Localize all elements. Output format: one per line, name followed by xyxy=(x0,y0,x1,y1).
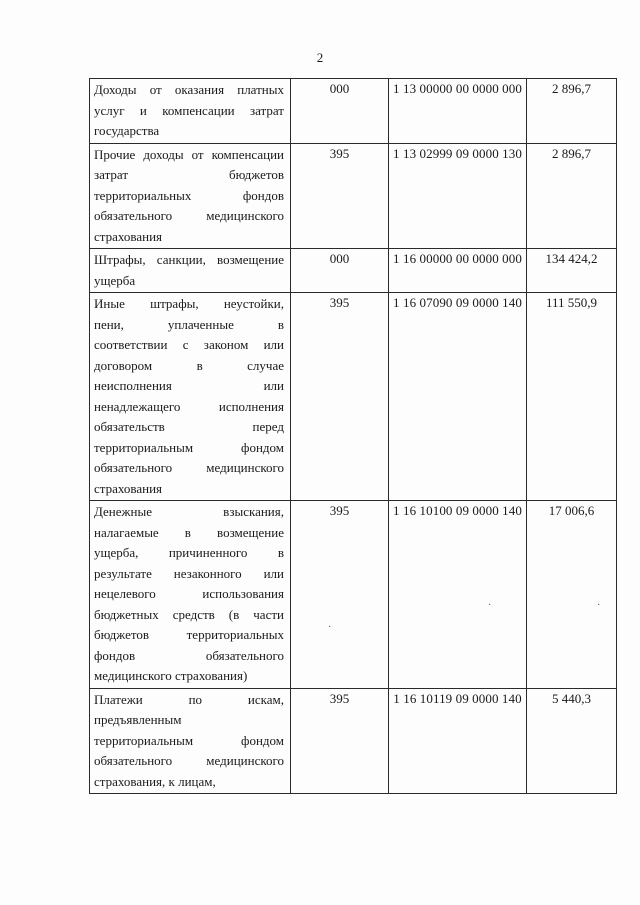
table-body xyxy=(90,79,617,794)
revenue-name-line: Денежные взыскания, xyxy=(94,504,284,519)
revenue-name-line: налагаемые в возмещение xyxy=(94,524,284,540)
revenue-name-cell xyxy=(90,293,291,501)
revenue-name-line: соответствии с законом или xyxy=(94,337,284,352)
revenue-name-line: бюджетных средств (в части xyxy=(94,606,284,622)
admin-code-cell: 000 xyxy=(291,79,389,144)
budget-classification-code-cell: 1 16 10119 09 0000 140 xyxy=(389,688,527,794)
revenue-name-line: медицинского страхования) xyxy=(94,668,248,683)
revenue-name-line: страхования, к лицам, xyxy=(94,773,216,789)
amount-cell: 17 006,6 xyxy=(527,501,617,689)
scan-speck: · xyxy=(488,600,492,611)
amount-cell: 2 896,7 xyxy=(527,143,617,249)
scan-speck: · xyxy=(328,622,332,633)
page-number: 2 xyxy=(316,50,324,65)
revenue-name-cell xyxy=(90,501,291,689)
revenue-name-line: территориальным фондом xyxy=(94,732,284,748)
table-row xyxy=(90,293,617,501)
revenue-name-cell xyxy=(90,688,291,794)
amount-cell: 5 440,3 xyxy=(527,688,617,794)
revenue-name-line: страхования xyxy=(94,480,163,496)
revenue-name-line: обязательного медицинского xyxy=(94,460,284,475)
revenue-name-line: страхования xyxy=(94,228,163,244)
budget-classification-code-cell: 1 16 07090 09 0000 140 xyxy=(389,293,527,501)
admin-code-cell: 395 xyxy=(291,293,389,501)
revenue-name-line: бюджетов территориальных xyxy=(94,627,284,642)
admin-code-cell: 395 xyxy=(291,688,389,794)
revenue-name-line: территориальных фондов xyxy=(94,187,284,203)
revenue-name-line: пени, уплаченные в xyxy=(94,316,284,332)
revenue-name-line: ущерба xyxy=(94,272,136,288)
table-row xyxy=(90,79,617,144)
revenue-name-line: неисполнения или xyxy=(94,378,284,393)
revenue-name-line: обязательного медицинского xyxy=(94,208,284,223)
revenue-name-line: государства xyxy=(94,123,160,138)
revenue-name-line: предъявленным xyxy=(94,712,182,727)
amount-cell: 111 550,9 xyxy=(527,293,617,501)
revenue-name-cell xyxy=(90,143,291,249)
admin-code-cell: 000 xyxy=(291,249,389,293)
table-row xyxy=(90,688,617,794)
revenue-name-line: Доходы от оказания платных xyxy=(94,82,284,97)
budget-classification-code-cell: 1 16 00000 00 0000 000 xyxy=(389,249,527,293)
revenue-name-line: фондов обязательного xyxy=(94,647,284,663)
table-row xyxy=(90,143,617,249)
revenue-name-cell xyxy=(90,79,291,144)
revenue-name-line: нецелевого использования xyxy=(94,586,284,601)
revenue-name-line: услуг и компенсации затрат xyxy=(94,102,284,118)
budget-classification-code-cell: 1 13 00000 00 0000 000 xyxy=(389,79,527,144)
scan-speck: · xyxy=(597,600,601,611)
amount-cell: 2 896,7 xyxy=(527,79,617,144)
revenue-name-line: Прочие доходы от компенсации xyxy=(94,146,284,162)
budget-classification-code-cell: 1 16 10100 09 0000 140 xyxy=(389,501,527,689)
revenue-table xyxy=(89,78,617,794)
revenue-name-line: Штрафы, санкции, возмещение xyxy=(94,252,284,267)
revenue-name-line: территориальным фондом xyxy=(94,439,284,455)
amount-cell: 134 424,2 xyxy=(527,249,617,293)
revenue-name-line: Иные штрафы, неустойки, xyxy=(94,296,284,311)
table-row xyxy=(90,501,617,689)
revenue-name-line: договором в случае xyxy=(94,357,284,373)
revenue-name-cell xyxy=(90,249,291,293)
revenue-name-line: ненадлежащего исполнения xyxy=(94,398,284,414)
budget-classification-code-cell: 1 13 02999 09 0000 130 xyxy=(389,143,527,249)
revenue-name-line: обязательств перед xyxy=(94,419,284,434)
admin-code-cell: 395 xyxy=(291,501,389,689)
revenue-name-line: обязательного медицинского xyxy=(94,753,284,768)
revenue-name-line: ущерба, причиненного в xyxy=(94,545,284,560)
revenue-name-line: затрат бюджетов xyxy=(94,167,284,182)
admin-code-cell: 395 xyxy=(291,143,389,249)
revenue-name-line: результате незаконного или xyxy=(94,565,284,581)
table-row xyxy=(90,249,617,293)
revenue-name-line: Платежи по искам, xyxy=(94,691,284,707)
